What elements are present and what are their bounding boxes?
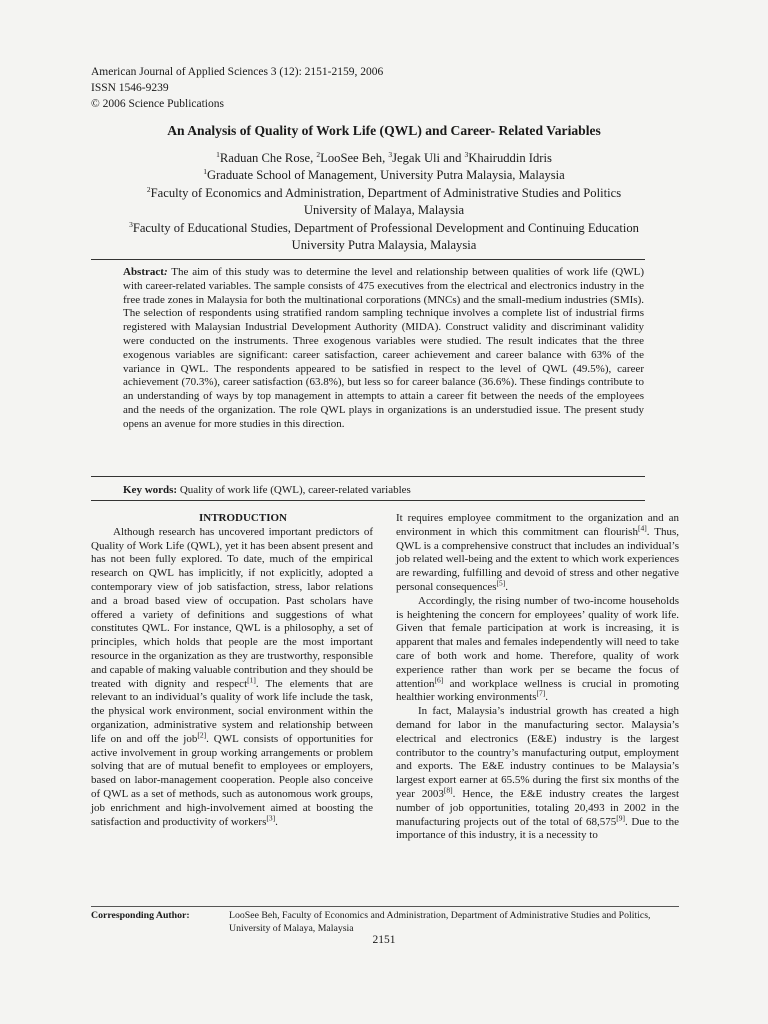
citation: [7] xyxy=(536,688,546,698)
abstract-label: Abstract xyxy=(123,266,164,278)
paragraph-text: It requires employee commitment to the organization and an environment in which this commitment can flourish xyxy=(396,512,679,538)
author-name: Khairuddin Idris xyxy=(468,151,552,165)
keywords-label: Key words: xyxy=(123,484,178,496)
paragraph-text: Accordingly, the rising number of two-income households is heightening the concern for employees’ quality of work life. Given that female participation at work is increasing, it is apparent that males and females independently will need to take care of both work and home. Therefore, quality of work experience rather than work per se became the focus of attention xyxy=(396,594,679,690)
affiliation-text: Faculty of Educational Studies, Department of Professional Development and Continuing Education xyxy=(132,220,639,235)
corresponding-author-text: LooSee Beh, Faculty of Economics and Administration, Department of Administrative Studies and Politics, University of Malaya, Malaysia xyxy=(229,910,651,934)
paragraph-text: . xyxy=(545,691,549,704)
paper-title: An Analysis of Quality of Work Life (QWL) and Career- Related Variables xyxy=(167,123,601,138)
affiliation-text: Graduate School of Management, University Putra Malaysia, Malaysia xyxy=(206,168,565,183)
affiliation-sup: 3 xyxy=(129,219,133,229)
citation: [5] xyxy=(496,578,506,588)
paragraph-text: . xyxy=(505,580,508,593)
author-block xyxy=(60,150,708,254)
author-name: Jegak Uli and xyxy=(392,151,465,165)
section-heading: INTRODUCTION xyxy=(198,512,287,524)
corresponding-author-label: Corresponding Author: xyxy=(91,910,190,921)
affiliation-text: Faculty of Economics and Administration, Department of Administrative Studies and Politics xyxy=(150,185,622,200)
paragraph-text: In fact, Malaysia’s industrial growth has created a high demand for labor in the manufacturing sector. Malaysia’s electrical and electronics (E&E) industry is the largest contributor to the country’s manufacturing output, employment and exports. The E&E industry continues to be Malaysia’s largest export earner at 65.5% during the first six months of the year 2003 xyxy=(396,705,679,800)
affiliation-sup: 1 xyxy=(203,167,207,177)
affiliation-sup: 2 xyxy=(146,184,151,194)
paragraph-text: . xyxy=(275,815,278,828)
page-number: 2151 xyxy=(372,934,396,946)
abstract-colon: : xyxy=(163,266,168,278)
keywords-text: Quality of work life (QWL), career-related variables xyxy=(179,484,411,496)
journal-issn: ISSN 1546-9239 xyxy=(91,82,169,94)
author-sup: 3 xyxy=(464,149,469,159)
citation: [1] xyxy=(247,674,256,684)
paragraph-text: . Thus, QWL is a comprehensive construct that includes an individual’s job related well-being and the extent to which work experiences are rewarding, fulfilling and devoid of stress and other negative personal consequences xyxy=(396,525,679,593)
abstract xyxy=(123,266,644,432)
citation: [9] xyxy=(616,812,625,822)
keywords xyxy=(123,483,644,497)
author-name: Raduan Che Rose, xyxy=(219,151,317,165)
author-sup: 3 xyxy=(388,149,393,159)
abstract-bottom-rule xyxy=(91,476,645,477)
author-sup: 2 xyxy=(316,149,321,159)
paragraph-text: . Hence, the E&E industry creates the largest number of job opportunities, totaling 20,493 in 2002 in the manufacturing projects out of the total of 68,575 xyxy=(396,787,679,828)
left-column xyxy=(91,512,373,829)
footer-rule xyxy=(91,906,679,907)
paragraph-text: Although research has uncovered important predictors of Quality of Work Life (QWL), yet it has been absent present and has not been fully explored. To date, much of the empirical research on QWL has implicitly, if not explicitly, adopted a contemporary view of job satisfaction, stress, labor relations and a broad based view of occupation. Past scholars have offered a variety of definitions and suggestions of what constitutes QWL. For instance, QWL is a philosophy, a set of principles, which holds that people are the most important resource in the organization as they are trustworthy, responsible and capable of making valuable contribution and they should be treated with dignity and respect xyxy=(91,525,373,690)
affiliation-1 xyxy=(60,167,708,184)
right-column xyxy=(396,512,679,843)
affiliation-2 xyxy=(60,185,708,202)
author-name: LooSee Beh, xyxy=(320,151,389,165)
affiliation-3-univ: University Putra Malaysia, Malaysia xyxy=(291,238,477,253)
paragraph xyxy=(396,595,679,705)
abstract-top-rule xyxy=(91,259,645,260)
paragraph xyxy=(396,705,679,843)
citation: [2] xyxy=(197,730,207,740)
journal-citation: American Journal of Applied Sciences 3 (12): 2151-2159, 2006 xyxy=(91,66,384,78)
abstract-text: The aim of this study was to determine the level and relationship between qualities of work life (QWL) with career-related variables. The sample consists of 475 executives from the electrical and electronics industry in the free trade zones in Malaysia for both the multinational corporations (MNCs) and the small-medium industries (SMIs). The selection of respondents using stratified random sampling technique involves a complete list of industrial firms registered with Malaysian Industrial Development Authority (MIDA). Construct validity and discriminant validity were conducted on the instruments. Three exogenous variables were studied. The result indicates that the three exogenous variables are significant: career satisfaction, career achievement and career balance with 63% of the variance in QWL. The respondents appeared to be satisfied in respect to the level of QWL (49.5%), career achievement (70.3%), career satisfaction (63.8%), but less so for career balance (36.6%). These findings contribute to an understanding of ways by top management in attempts to attain a career fit between the needs of the employees and the needs of the organization. The role QWL plays in organizations is an understudied issue. The present study opens an avenue for more studies in this direction. xyxy=(123,266,644,430)
citation: [3] xyxy=(266,812,276,822)
paragraph xyxy=(396,512,679,595)
paragraph-text: . Due to the importance of this industry, it is a necessity to xyxy=(396,815,679,842)
paragraph-text: . QWL consists of opportunities for active involvement in group working arrangements or problem solving that are of mutual benefit to employees or employers, based on labor-management cooperation. People also conceive of QWL as a set of methods, such as autonomous work groups, job enrichment and high-involvement aimed at boosting the satisfaction and productivity of workers xyxy=(91,732,373,828)
citation: [6] xyxy=(434,674,444,684)
paragraph-text: . The elements that are relevant to an individual’s quality of work life include the task, the physical work environment, social environment within the organization, administrative system and relationship between life on and off the job xyxy=(91,677,373,745)
affiliation-2-univ: University of Malaya, Malaysia xyxy=(303,203,465,218)
keywords-bottom-rule xyxy=(91,500,645,501)
paragraph-text: and workplace wellness is crucial in promoting healthier working environments xyxy=(396,677,679,704)
affiliation-3 xyxy=(60,220,708,237)
author-names xyxy=(60,150,708,167)
journal-info xyxy=(91,64,383,112)
citation: [8] xyxy=(443,785,453,795)
citation: [4] xyxy=(637,523,647,533)
paragraph xyxy=(91,526,373,830)
journal-copyright: © 2006 Science Publications xyxy=(91,98,224,110)
author-sup: 1 xyxy=(216,149,220,159)
